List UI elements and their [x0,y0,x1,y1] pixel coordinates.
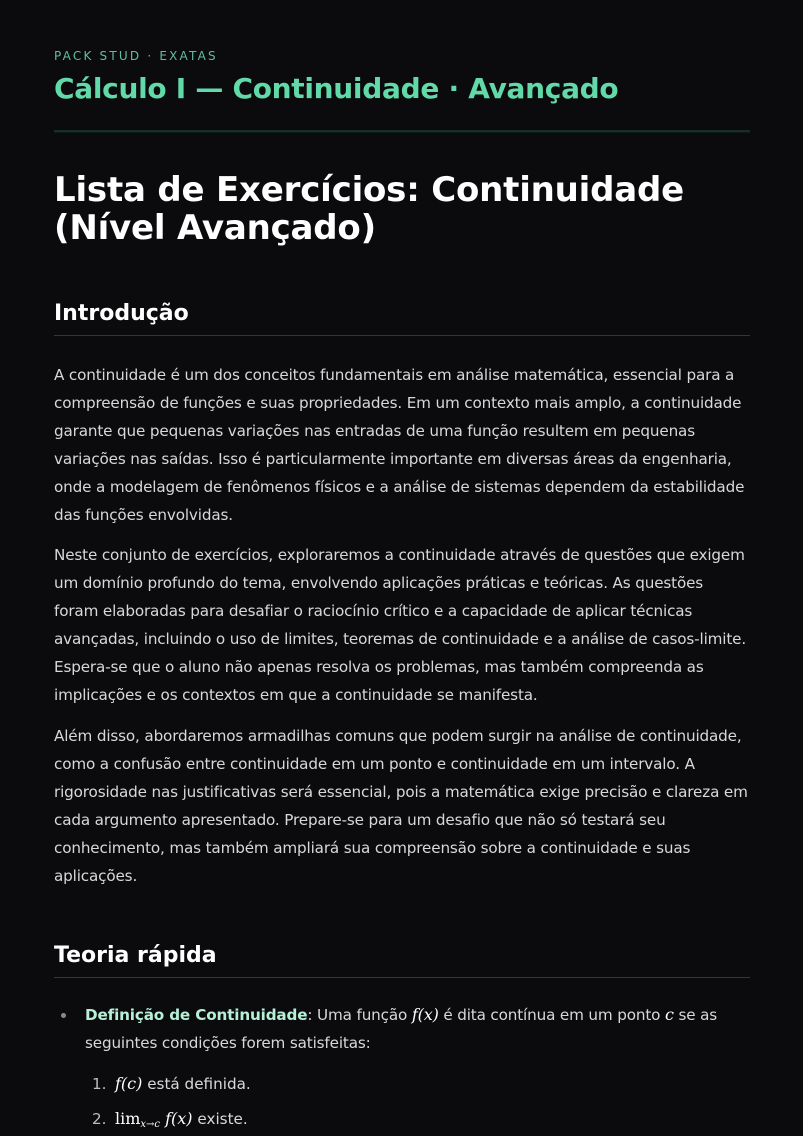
list-item-definition [54,1001,750,1057]
condition-number: 1. [92,1075,107,1093]
math-fc: f(c) [115,1074,143,1093]
intro-paragraph-1: A continuidade é um dos conceitos fundamentais em análise matemática, essencial para a compreensão de funções e suas propriedades. Em um contexto mais amplo, a continuidade garante que pequenas variações nas entradas de uma função resultem em pequenas variações nas saídas. Isso é particularmente importante em diversas áreas da engenharia, onde a modelagem de fenômenos físicos e a análise de sistemas dependem da estabilidade das funções envolvidas. [54,366,745,524]
pack-kicker: PACK STUD · EXATAS [54,49,218,63]
condition-text: está definida. [142,1075,251,1093]
page-header [54,0,750,132]
definition-text-3: se as seguintes condições forem satisfeitas: [85,1006,717,1052]
condition-number: 2. [92,1110,107,1128]
document-title: Lista de Exercícios: Continuidade (Nível Avançado) [54,170,685,248]
math-fx: f(x) [411,1005,439,1024]
math-lim-sub: x→c [140,1119,161,1130]
definition-term: Definição de Continuidade [85,1006,308,1024]
intro-paragraph-3: Além disso, abordaremos armadilhas comuns que podem surgir na análise de continuidade, como a confusão entre continuidade em um ponto e continuidade em um intervalo. A rigorosidade nas justificativas será essencial, pois a matemática exige precisão e clareza em cada argumento apresentado. Prepare-se para um desafio que não só testará seu conhecimento, mas também ampliará sua compreensão sobre a continuidade e suas aplicações. [54,727,748,885]
math-fx-limit: f(x) [160,1109,193,1128]
condition-text: existe. [192,1110,248,1128]
math-lim: lim [115,1109,141,1128]
intro-paragraph-2: Neste conjunto de exercícios, exploraremos a continuidade através de questões que exigem um domínio profundo do tema, envolvendo aplicações práticas e teóricas. As questões foram elaboradas para desafiar o raciocínio crítico e a capacidade de aplicar técnicas avançadas, incluindo o uso de limites, teoremas de continuidade e a análise de casos-limite. Espera-se que o aluno não apenas resolva os problemas, mas também compreenda as implicações e os contextos em que a continuidade se manifesta. [54,546,747,704]
course-title: Cálculo I — Continuidade · Avançado [54,72,619,105]
condition-item-2 [92,1105,248,1136]
bullet-icon [61,1013,66,1018]
condition-item-1 [92,1070,251,1098]
math-c: c [664,1005,674,1024]
definition-text-2: é dita contínua em um ponto [438,1006,665,1024]
theory-heading: Teoria rápida [54,943,750,978]
theory-list [54,1001,750,1057]
introduction-heading: Introdução [54,301,750,336]
definition-text-1: : Uma função [307,1006,412,1024]
